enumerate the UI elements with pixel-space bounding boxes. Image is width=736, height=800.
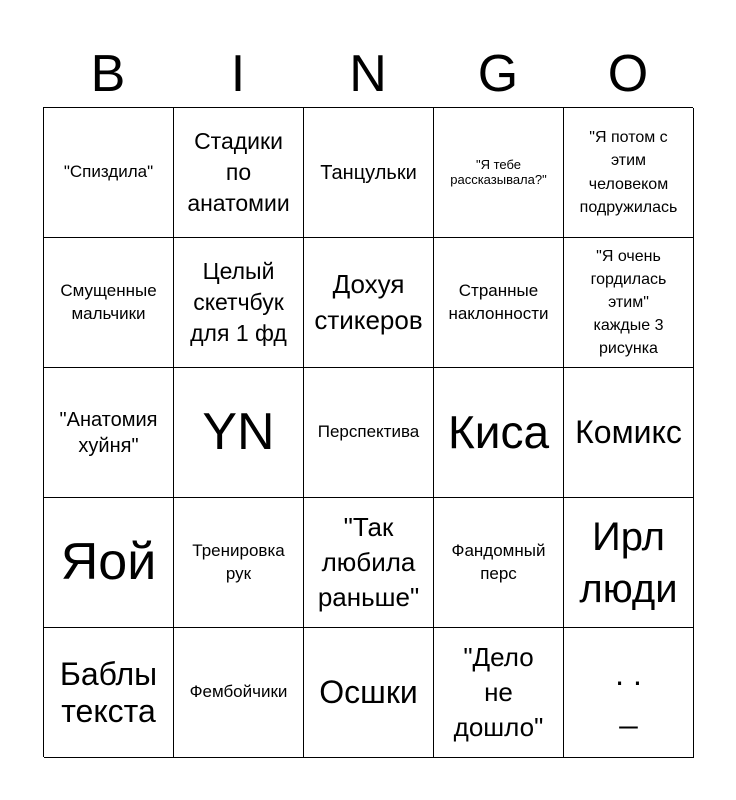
bingo-cell[interactable]: . . _ xyxy=(564,628,694,758)
bingo-cell[interactable]: "Я тебе рассказывала?" xyxy=(434,108,564,238)
bingo-cell[interactable]: YN xyxy=(174,368,304,498)
bingo-cell[interactable]: Танцульки xyxy=(304,108,434,238)
header-letter-o: O xyxy=(607,45,649,103)
header-letter-i: I xyxy=(230,45,246,103)
bingo-cell[interactable]: Фандомный перс xyxy=(434,498,564,628)
bingo-cell[interactable]: Тренировка рук xyxy=(174,498,304,628)
header-letter-b: B xyxy=(90,45,126,103)
bingo-cell[interactable]: Баблы текста xyxy=(44,628,174,758)
bingo-cell[interactable]: "Я очень гордилась этим" каждые 3 рисунка xyxy=(564,238,694,368)
bingo-cell[interactable]: Перспектива xyxy=(304,368,434,498)
bingo-cell[interactable]: Стадики по анатомии xyxy=(174,108,304,238)
bingo-cell[interactable]: Фембойчики xyxy=(174,628,304,758)
bingo-cell[interactable]: Смущенные мальчики xyxy=(44,238,174,368)
bingo-cell[interactable]: Целый скетчбук для 1 фд xyxy=(174,238,304,368)
bingo-cell[interactable]: "Спиздила" xyxy=(44,108,174,238)
bingo-cell[interactable]: Дохуя стикеров xyxy=(304,238,434,368)
bingo-cell[interactable]: Яой xyxy=(44,498,174,628)
bingo-cell[interactable]: "Так любила раньше" xyxy=(304,498,434,628)
header-letter-n: N xyxy=(349,45,387,103)
bingo-cell[interactable]: Киса xyxy=(434,368,564,498)
bingo-cell[interactable]: Комикс xyxy=(564,368,694,498)
bingo-header xyxy=(43,40,693,108)
bingo-cell[interactable]: Ирл люди xyxy=(564,498,694,628)
bingo-cell[interactable]: "Я потом с этим человеком подружилась xyxy=(564,108,694,238)
bingo-cell[interactable]: "Анатомия хуйня" xyxy=(44,368,174,498)
bingo-cell[interactable]: Осшки xyxy=(304,628,434,758)
header-letter-g: G xyxy=(477,45,519,103)
bingo-board xyxy=(43,107,693,757)
bingo-cell[interactable]: "Дело не дошло" xyxy=(434,628,564,758)
bingo-cell[interactable]: Странные наклонности xyxy=(434,238,564,368)
